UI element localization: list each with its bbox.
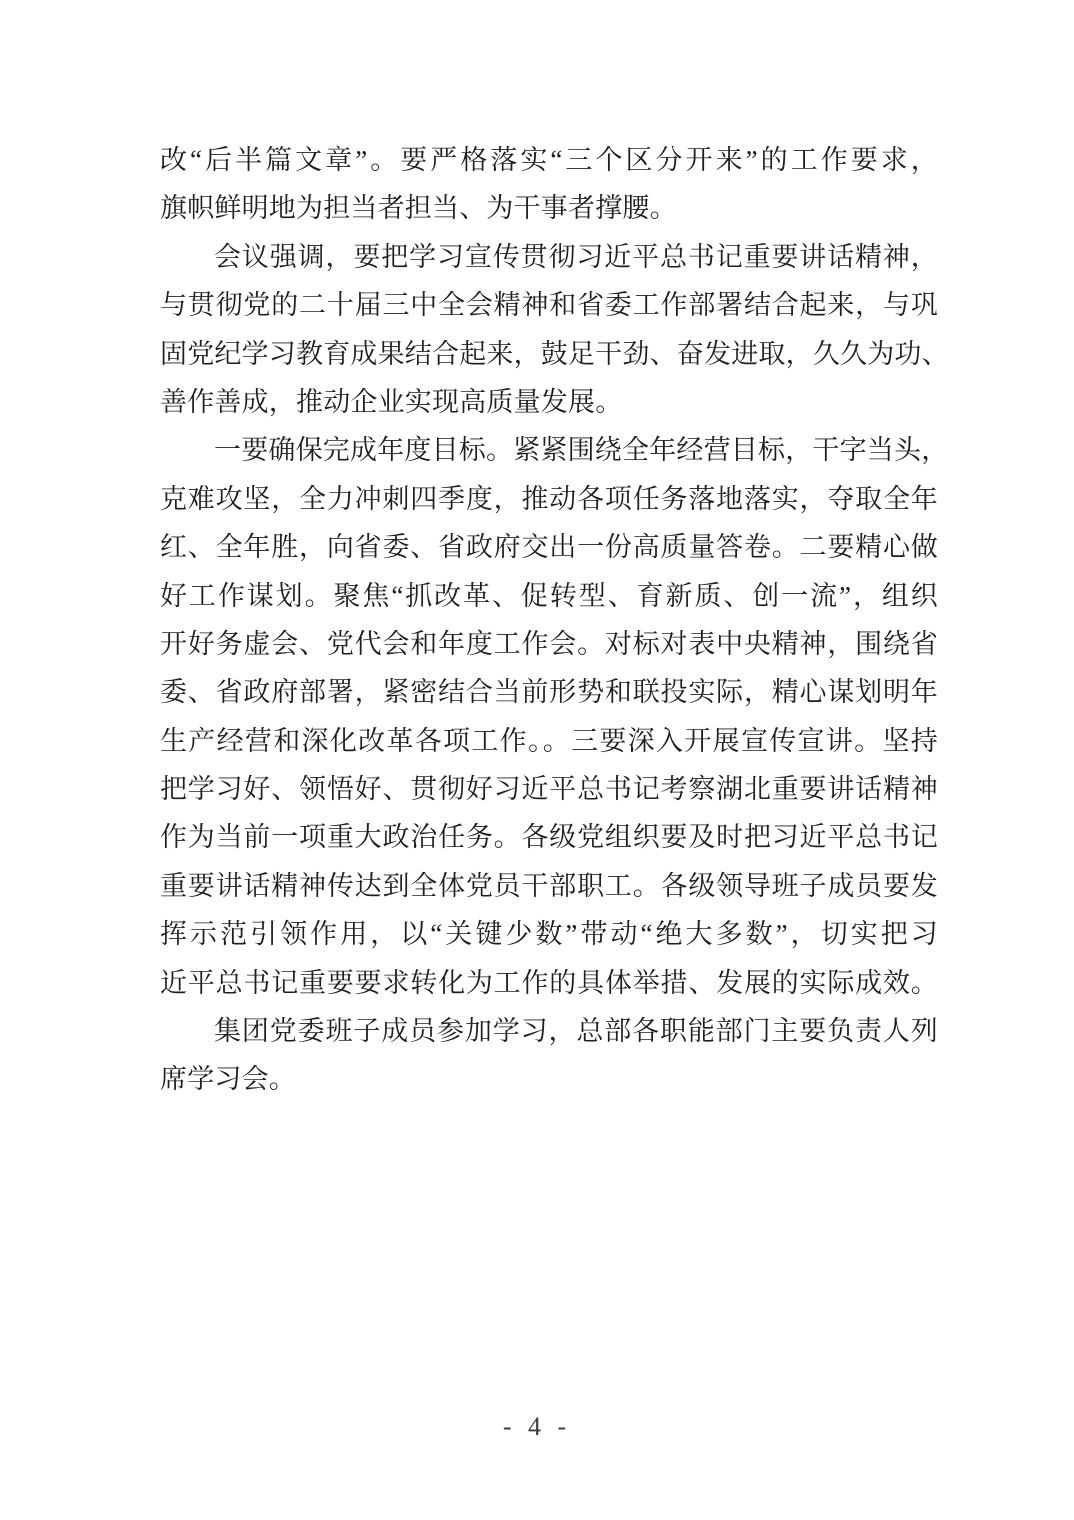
text-line: 生产经营和深化改革各项工作。。三要深入开展宣传宣讲。坚持 <box>160 725 938 756</box>
text-line: 好工作谋划。聚焦“抓改革、促转型、育新质、创一流”，组织 <box>160 580 938 611</box>
text-line: 重要讲话精神传达到全体党员干部职工。各级领导班子成员要发 <box>160 870 938 901</box>
text-line: 一要确保完成年度目标。紧紧围绕全年经营目标，干字当头， <box>214 435 949 466</box>
text-line: 作为当前一项重大政治任务。各级党组织要及时把习近平总书记 <box>160 822 938 853</box>
paragraph <box>160 1007 938 1104</box>
text-line: 席学习会。 <box>160 1064 296 1095</box>
page-footer <box>0 1412 1074 1442</box>
document-body <box>160 136 949 1104</box>
text-line: 善作善成，推动企业实现高质量发展。 <box>160 386 623 417</box>
text-line: 克难攻坚，全力冲刺四季度，推动各项任务落地落实，夺取全年 <box>160 483 938 514</box>
text-line: 红、全年胜，向省委、省政府交出一份高质量答卷。二要精心做 <box>160 532 938 563</box>
paragraph <box>160 426 949 1007</box>
text-line: 挥示范引领作用，以“关键少数”带动“绝大多数”，切实把习 <box>160 919 938 950</box>
text-line: 固党纪学习教育成果结合起来，鼓足干劲、奋发进取，久久为功、 <box>160 338 949 369</box>
text-line: 与贯彻党的二十届三中全会精神和省委工作部署结合起来，与巩 <box>160 290 938 321</box>
paragraph <box>160 233 949 427</box>
text-line: 集团党委班子成员参加学习，总部各职能部门主要负责人列 <box>214 1016 938 1047</box>
text-line: 把学习好、领悟好、贯彻好习近平总书记考察湖北重要讲话精神 <box>160 774 938 805</box>
paragraph <box>160 136 938 233</box>
text-line: 改“后半篇文章”。要严格落实“三个区分开来”的工作要求， <box>160 145 938 175</box>
page-number: - 4 - <box>502 1412 572 1441</box>
text-line: 近平总书记重要要求转化为工作的具体举措、发展的实际成效。 <box>160 967 938 998</box>
text-line: 开好务虚会、党代会和年度工作会。对标对表中央精神，围绕省 <box>160 628 938 659</box>
text-line: 会议强调，要把学习宣传贯彻习近平总书记重要讲话精神， <box>214 241 938 272</box>
text-line: 旗帜鲜明地为担当者担当、为干事者撑腰。 <box>160 193 677 224</box>
text-line: 委、省政府部署，紧密结合当前形势和联投实际，精心谋划明年 <box>160 677 938 708</box>
